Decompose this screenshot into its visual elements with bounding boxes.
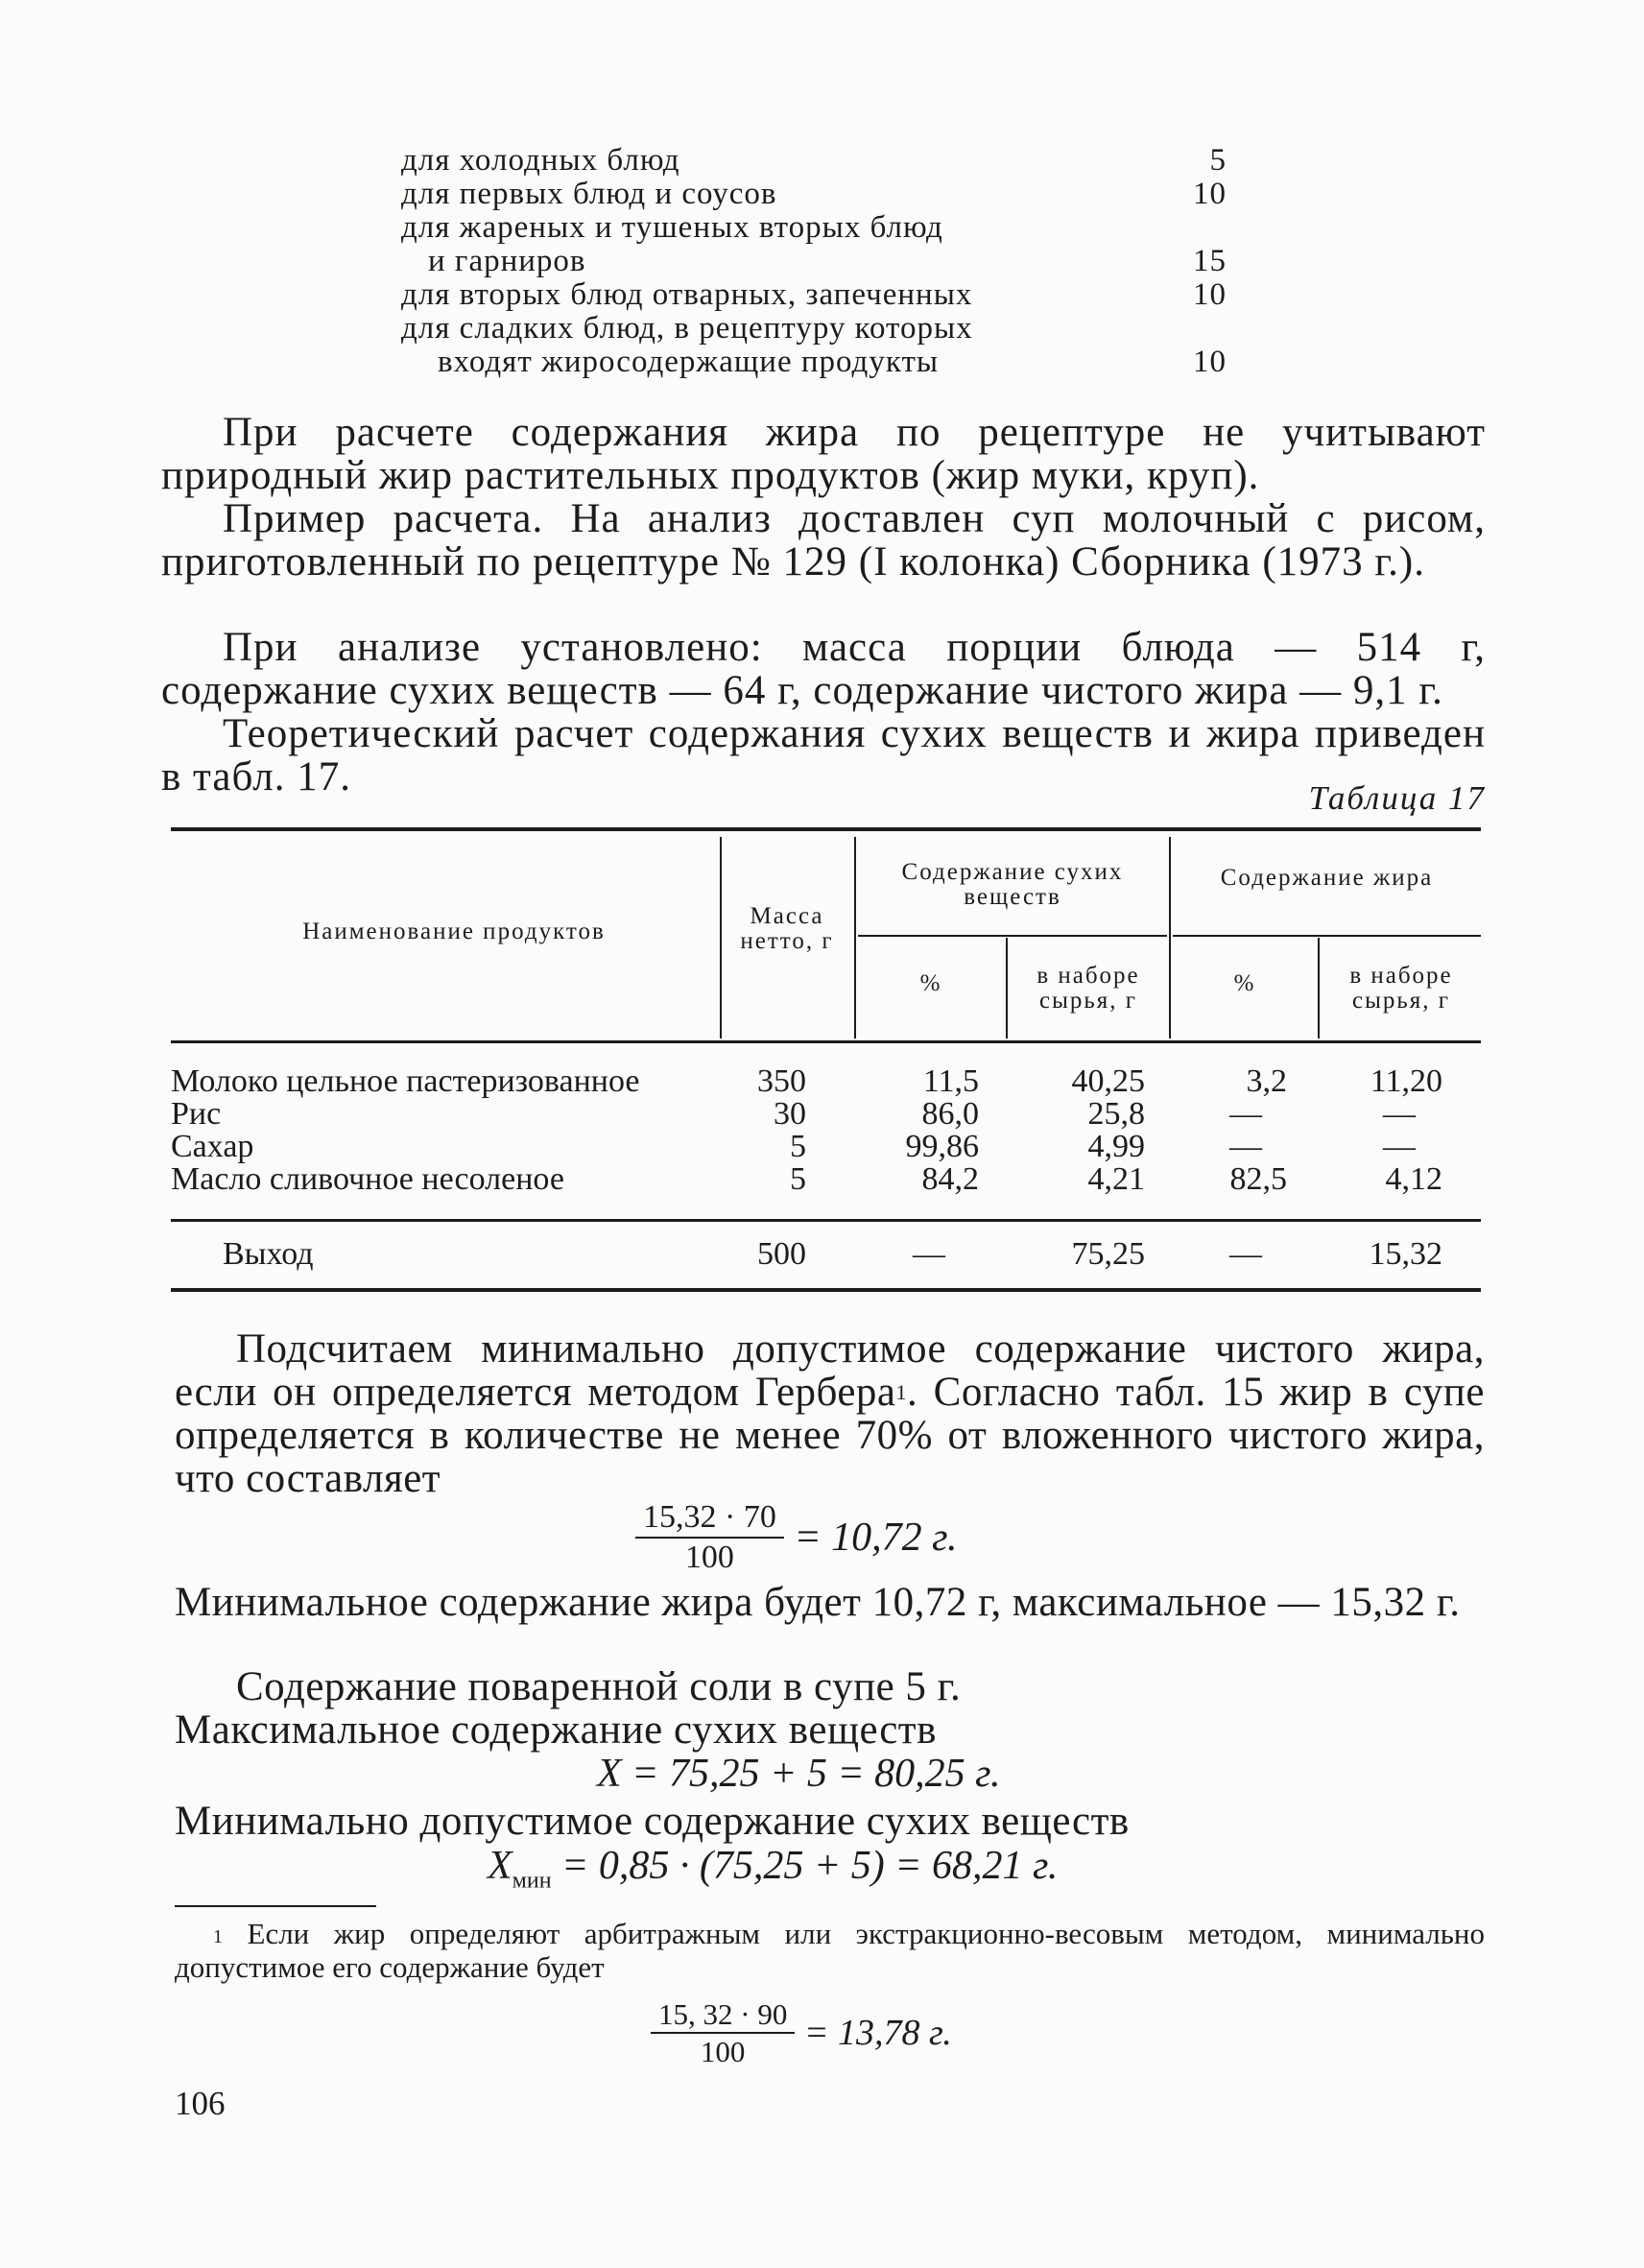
list-item: для жареных и тушеных вторых блюд [401,210,943,245]
header-divider [720,837,722,1039]
equation-max-dry: X = 75,25 + 5 = 80,25 г. [597,1752,1001,1796]
header-product: Наименование продуктов [302,919,606,944]
list-item: для сладких блюд, в рецептуру которых [401,311,973,346]
header-divider [1169,837,1171,1039]
table-caption: Таблица 17 [1308,779,1486,817]
paragraph-salt: Содержание поваренной соли в супе 5 г. [236,1664,962,1709]
footnote-equation [651,1998,952,2067]
fraction-denominator: 100 [684,1540,734,1575]
header-divider [1318,938,1320,1039]
footnote: $^1$ Если жир определяют арбитражным или экстракционно-весовым методом, минимально допустимое его содержание будет [175,1917,1485,1984]
list-item: для холодных блюд 5 [401,143,1227,178]
equation-min-dry: $X_{мин} = 0,85 \cdot (75,25 + 5) = 68,21$ г. [488,1844,1059,1894]
paragraph-gerber: Подсчитаем минимально допустимое содержание чистого жира, если он определяется методом Гербера$^1$. Согласно табл. 15 жир в супе определяется в количестве не менее 70% от вложенного чистого жира, что составляет [175,1326,1485,1501]
list-item: и гарниров 15 [428,244,1227,278]
paragraph-max-dry: Максимальное содержание сухих веществ [175,1707,937,1753]
portion-fat-list [401,144,1227,379]
header-dry-pct: % [919,970,942,996]
paragraph-min-dry: Минимально допустимое содержание сухих веществ [175,1799,1130,1844]
header-divider [1006,938,1008,1039]
paragraph-table-ref: Теоретический расчет содержания сухих веществ и жира приведен в табл. 17. [161,711,1486,800]
header-dry-raw: в наборе сырья, г [1036,963,1140,1014]
table-bottom-rule [171,1288,1481,1292]
fraction-numerator: 15,32 · 70 [635,1500,784,1539]
fraction-numerator: 15, 32 · 90 [651,1998,795,2034]
list-item: входят жиросодержащие продукты 10 [438,345,1227,379]
table-top-rule [171,827,1481,831]
header-dry-matter: Содержание сухих веществ [901,859,1124,910]
header-mass: Масса нетто, г [740,903,834,954]
fraction-denominator: 100 [700,2035,746,2068]
footnote-rule [175,1905,376,1907]
header-fat: Содержание жира [1220,865,1434,891]
paragraph-fat-range: Минимальное содержание жира будет 10,72 г, максимальное — 15,32 г. [175,1580,1461,1625]
equation-result: = 13,78 г. [803,2013,952,2053]
header-divider [854,837,856,1039]
paragraph-example: Пример расчета. На анализ доставлен суп молочный с рисом, приготовленный по рецептуре № 129 (I колонка) Сборника (1973 г.). [161,496,1486,585]
footnote-ref: 1 [895,1380,908,1404]
list-item: для вторых блюд отварных, запеченных 10 [401,277,1227,312]
header-subrule [858,935,1167,937]
header-fat-raw: в наборе сырья, г [1349,963,1453,1014]
paragraph-analysis: При анализе установлено: масса порции блюда — 514 г, содержание сухих веществ — 64 г, содержание чистого жира — 9,1 г. [161,625,1486,713]
book-page: для холодных блюд 5 для первых блюд и соусов 10 для жареных и тушеных вторых блюд и гарниров 15 для вторых блюд отварных, запеченных 10 для сладких блюд, в рецептуру которых входят жиросодержащие продукты 10 При расчете содержания жира по рецептуре не учитывают природный жир растительных продуктов (жир муки, круп). Пример расчета. На анализ доставлен суп молочный с рисом, приготовленный по рецептуре № 129 (I колонка) Сборника (1973 г.). При анализе установлено: масса порции блюда — 514 г, содержание сухих веществ — 64 г, содержание чистого жира — 9,1 г. Теоретический расчет содержания сухих веществ и жира приведен в табл. 17. Таблица 17 Наименование продуктов Масса нетто, г Содержание сухих веществ Содержание жира % в наборе сырья, г % в наборе сырья, г Молоко цельное пастеризованное 350 11,5 40,25 3,2 11,20 Рис 30 86,0 25,8 — — Сахар 5 99,86 4,99 — — Масло сливочное несоленое 5 84,2 4,21 82,5 4,12 Выход 500 — 75,25 — 15,32 Подсчитаем минимально допустимое содержание чистого жира, если он определяется методом Гербера$^1$. Согласно табл. 15 жир в супе определяется в количестве не менее 70% от вложенного чистого жира, что составляет $\frac{15,32 \cdot 70}{100}$ = 10,72 г. Минимальное содержание жира будет 10,72 г, максимальное — 15,32 г. Содержание поваренной соли в супе 5 г. Максимальное содержание сухих веществ X = 75,25 + 5 = 80,25 г. Минимально допустимое содержание сухих веществ $X_{мин} = 0,85 \cdot (75,25 + 5) = 68,21$ г. $^1$ Если жир определяют арбитражным или экстракционно-весовым методом, минимально допустимое его содержание будет $\frac{15, 32 \cdot 90}{100}$ = 13,78 г. 106 [161,143,1486,2122]
equation-min-fat [635,1500,958,1575]
total-top-rule [171,1219,1481,1222]
page-number: 106 [175,2085,226,2122]
equation-result: = 10,72 г. [794,1516,958,1560]
example-lead: Пример расчета. [223,496,544,541]
header-bottom-rule [171,1040,1481,1043]
header-fat-pct: % [1233,970,1256,996]
header-subrule [1173,935,1481,937]
paragraph-natural-fat: При расчете содержания жира по рецептуре не учитывают природный жир растительных продуктов (жир муки, круп). [161,410,1486,498]
list-item: для первых блюд и соусов 10 [401,177,1227,211]
